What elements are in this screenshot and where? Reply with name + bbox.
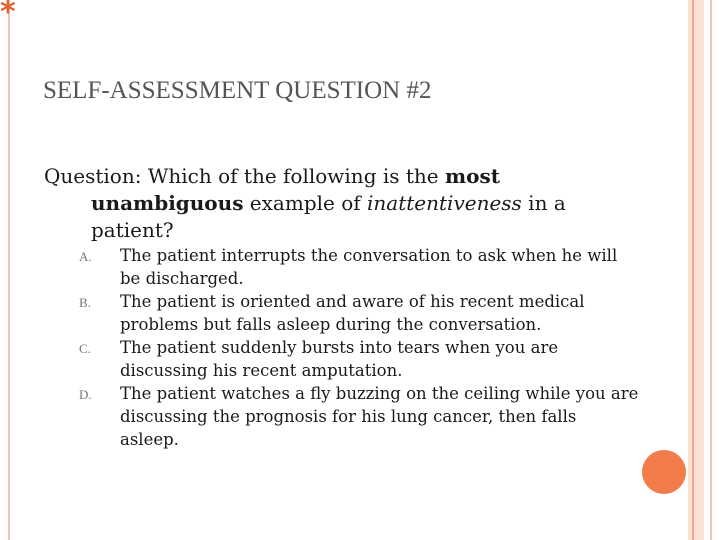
decorative-circle-icon (642, 450, 686, 494)
question-line-2 (44, 190, 634, 217)
option-text: The patient watches a fly buzzing on the ceiling while you are discussing the prognosis for his lung cancer, then falls asleep. (120, 384, 639, 449)
option-text: The patient interrupts the conversation to ask when he will be discharged. (120, 246, 618, 288)
question-emphasis-unambiguous: unambiguous (91, 191, 244, 215)
right-border-line-outer (710, 0, 712, 540)
option-letter: B. (79, 295, 91, 310)
question-middle: example of (243, 191, 368, 215)
answer-options-list (79, 244, 639, 451)
answer-option-b (79, 290, 639, 336)
left-border-line (8, 0, 10, 540)
question-suffix-1: in a (521, 191, 566, 215)
question-emphasis-inattentiveness: inattentiveness (367, 191, 522, 215)
question-emphasis-most: most (444, 164, 500, 188)
option-letter: D. (79, 387, 92, 402)
option-text: The patient is oriented and aware of his recent medical problems but falls asleep during the conversation. (120, 292, 585, 334)
answer-option-c (79, 336, 639, 382)
slide-title: SELF-ASSESSMENT QUESTION #2 (43, 77, 432, 104)
question-line-3: patient? (91, 218, 174, 242)
answer-option-a (79, 244, 639, 290)
answer-option-d (79, 382, 639, 451)
question-prefix: Question: Which of the following is the (44, 164, 445, 188)
question-text (44, 163, 634, 244)
question-line-1 (44, 163, 634, 190)
asterisk-icon: * (0, 0, 16, 30)
option-letter: A. (79, 249, 92, 264)
option-letter: C. (79, 341, 91, 356)
right-border-line-inner (692, 0, 694, 540)
option-text: The patient suddenly bursts into tears when you are discussing his recent amputation. (120, 338, 559, 380)
right-border-band (688, 0, 704, 540)
